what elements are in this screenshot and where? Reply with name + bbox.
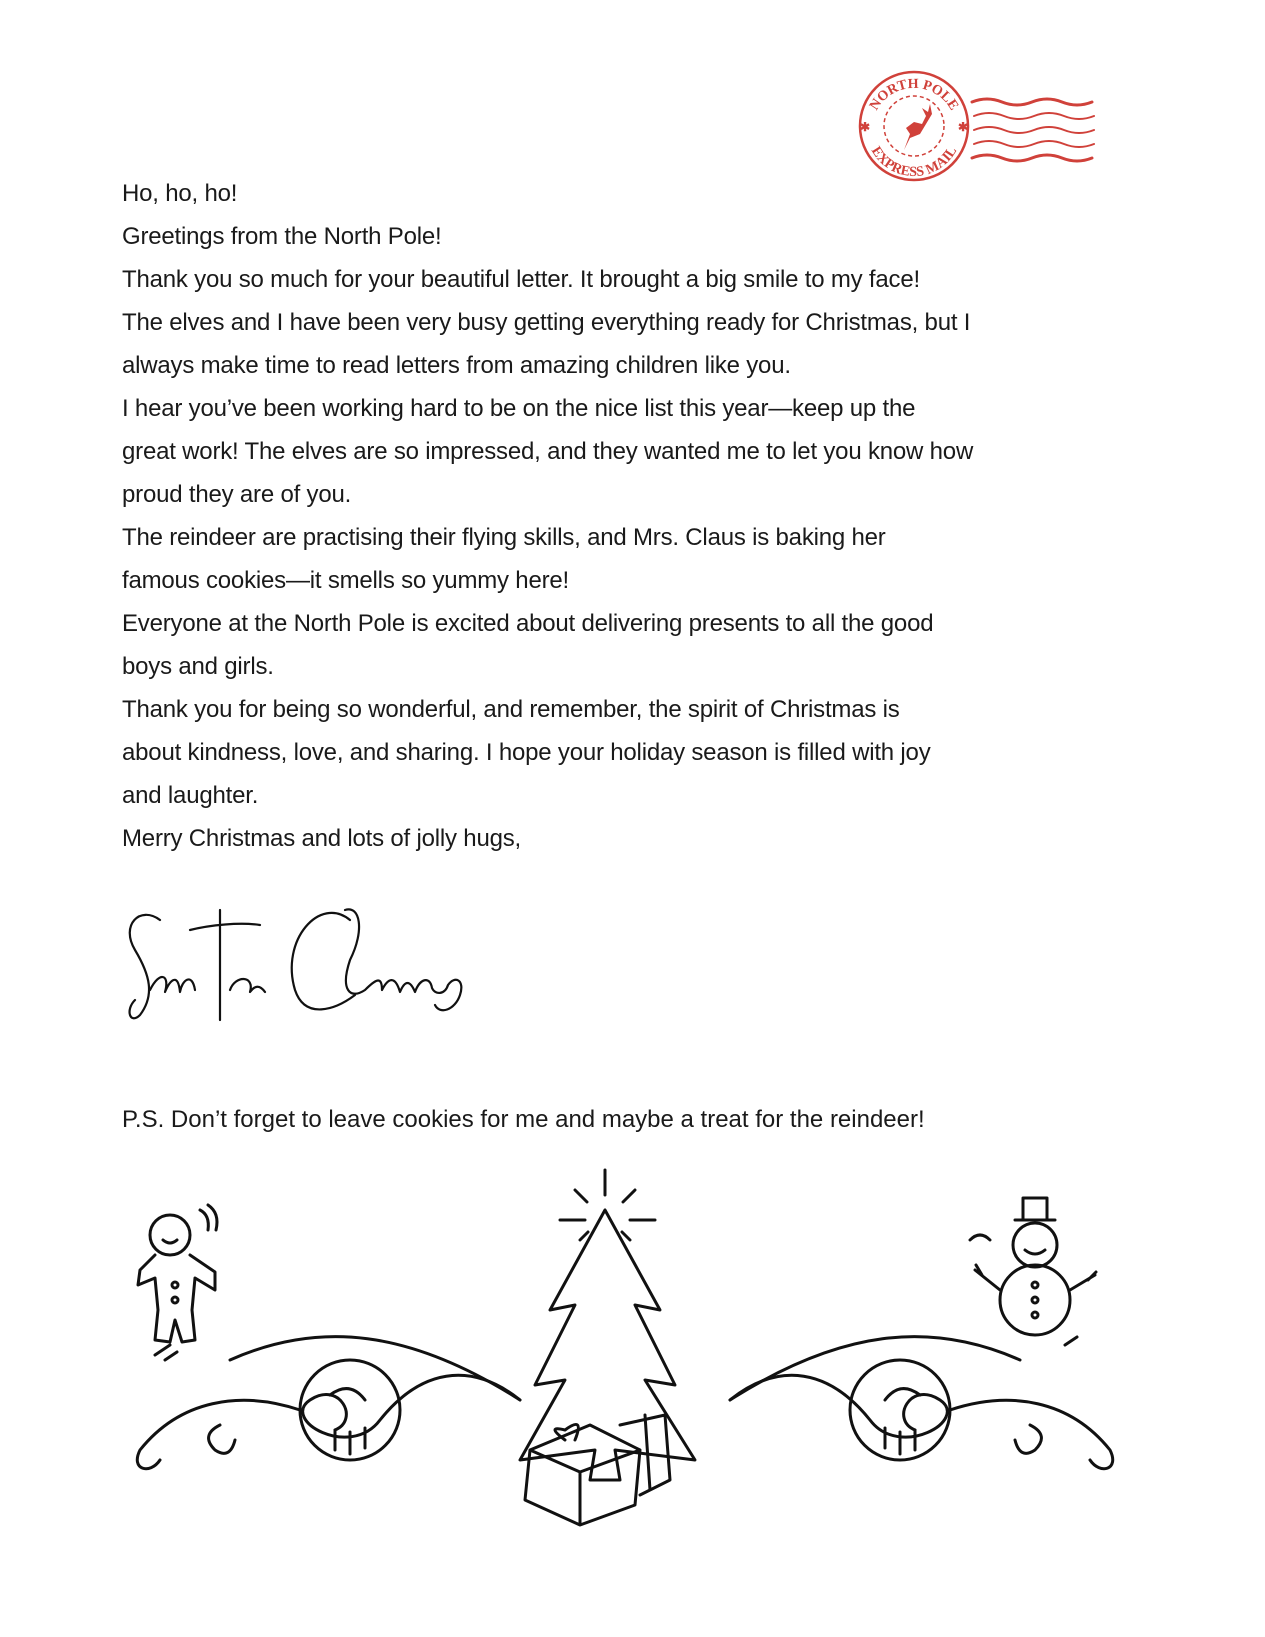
letter-line: boys and girls. <box>122 653 274 680</box>
reindeer-icon <box>904 104 932 150</box>
letter-line: The elves and I have been very busy getting everything ready for Christmas, but I <box>122 309 971 336</box>
letter-line: Ho, ho, ho! <box>122 180 238 207</box>
christmas-border-illustration <box>120 1160 1130 1620</box>
letter-line: famous cookies—it smells so yummy here! <box>122 567 570 594</box>
letter-line: and laughter. <box>122 782 259 809</box>
svg-text:NORTH POLE: NORTH POLE <box>867 76 961 114</box>
letter-line: The reindeer are practising their flying skills, and Mrs. Claus is baking her <box>122 524 886 551</box>
gift-boxes-icon <box>525 1415 670 1525</box>
letter-line: Greetings from the North Pole! <box>122 223 442 250</box>
santa-claus-signature <box>120 900 480 1030</box>
letter-line: Merry Christmas and lots of jolly hugs, <box>122 825 522 852</box>
letter-line: about kindness, love, and sharing. I hope your holiday season is filled with joy <box>122 739 931 766</box>
letter-line: Thank you so much for your beautiful letter. It brought a big smile to my face! <box>122 266 920 293</box>
svg-text:✱: ✱ <box>860 120 871 134</box>
swirl-border-icon <box>137 1337 1112 1469</box>
gingerbread-man-icon <box>138 1205 217 1360</box>
letter-body <box>122 172 973 860</box>
letter-line: proud they are of you. <box>122 481 352 508</box>
letter-line: Thank you for being so wonderful, and remember, the spirit of Christmas is <box>122 696 900 723</box>
letter-line: Everyone at the North Pole is excited about delivering presents to all the good <box>122 610 934 637</box>
svg-text:EXPRESS MAIL: EXPRESS MAIL <box>867 144 961 181</box>
letter-line: great work! The elves are so impressed, and they wanted me to let you know how <box>122 438 974 465</box>
postscript: P.S. Don’t forget to leave cookies for me and maybe a treat for the reindeer! <box>122 1106 925 1133</box>
letter-line: I hear you’ve been working hard to be on the nice list this year—keep up the <box>122 395 916 422</box>
letter-line: always make time to read letters from amazing children like you. <box>122 352 791 379</box>
snowman-icon <box>970 1198 1096 1345</box>
svg-text:✱: ✱ <box>958 120 969 134</box>
